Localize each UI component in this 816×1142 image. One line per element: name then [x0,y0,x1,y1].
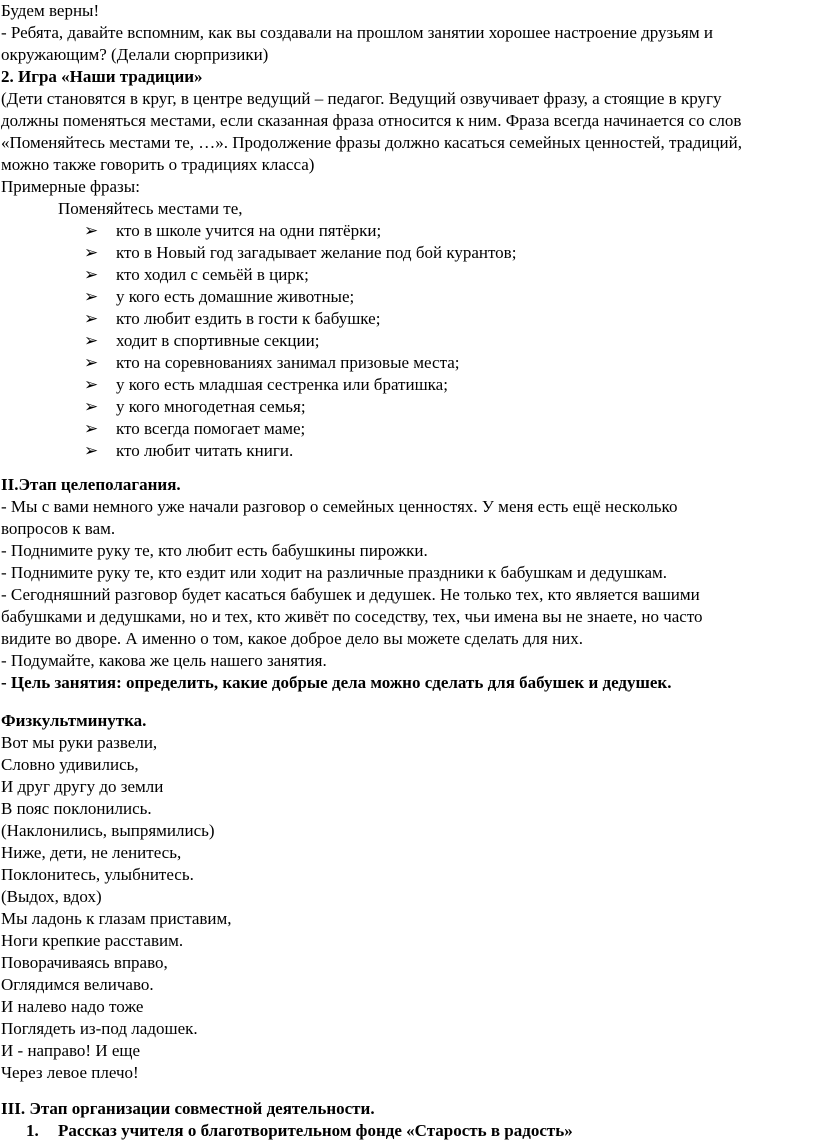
poem-line: Поклонитесь, улыбнитесь. [1,865,194,884]
poem-line: Через левое плечо! [1,1063,139,1082]
text-line: видите во дворе. А именно о том, какое доброе дело вы можете сделать для них. [1,629,584,648]
poem-line: И - направо! И еще [1,1041,141,1060]
item-text: Рассказ учителя о благотворительном фонде «Старость в радость» [58,1121,573,1140]
list-item: ➢ у кого есть младшая сестренка или братишка; [84,375,448,394]
poem-line: Ниже, дети, не ленитесь, [1,843,182,862]
poem-line: Вот мы руки развели, [1,733,158,752]
poem-line: Поглядеть из-под ладошек. [1,1019,198,1038]
arrow-bullet-icon: ➢ [84,309,99,328]
list-item: ➢ кто в школе учится на одни пятёрки; [84,221,382,240]
text-line: «Поменяйтесь местами те, …». Продолжение фразы должно касаться семейных ценностей, традиций, [1,133,742,152]
poem-line: Оглядимся величаво. [1,975,154,994]
text-line: можно также говорить о традициях класса) [1,155,315,174]
poem-line: И налево надо тоже [1,997,144,1016]
text-line: - Подумайте, какова же цель нашего занятия. [1,651,327,670]
arrow-bullet-icon: ➢ [84,375,99,394]
poem-line: (Наклонились, выпрямились) [1,821,215,840]
poem-line: Ноги крепкие расставим. [1,931,184,950]
list-item: ➢ кто любит ездить в гости к бабушке; [84,309,381,328]
item-number: 1. [26,1121,39,1140]
text-line: Примерные фразы: [1,177,140,196]
lesson-goal: - Цель занятия: определить, какие добрые дела можно сделать для бабушек и дедушек. [1,673,672,692]
arrow-bullet-icon: ➢ [84,265,99,284]
numbered-item [26,1120,573,1142]
arrow-bullet-icon: ➢ [84,441,99,460]
arrow-bullet-icon: ➢ [84,221,99,240]
poem-line: (Выдох, вдох) [1,887,102,906]
arrow-bullet-icon: ➢ [84,287,99,306]
list-item: ➢ у кого многодетная семья; [84,397,306,416]
arrow-bullet-icon: ➢ [84,419,99,438]
poem-line: Словно удивились, [1,755,139,774]
text-line: - Ребята, давайте вспомним, как вы создавали на прошлом занятии хорошее настроение друзьям и [1,23,713,42]
text-line: бабушками и дедушками, но и тех, кто живёт по соседству, тех, чьи имена вы не знаете, но часто [1,607,703,626]
text-line: (Дети становятся в круг, в центре ведущий – педагог. Ведущий озвучивает фразу, а стоящие в кругу [1,89,722,108]
list-item: ➢ кто на соревнованиях занимал призовые места; [84,353,460,372]
list-item: ➢ кто в Новый год загадывает желание под бой курантов; [84,243,517,262]
text-line: должны поменяться местами, если сказанная фраза относится к ним. Фраза всегда начинается со слов [1,111,742,130]
text-line: Будем верны! [1,1,100,20]
phys-heading: Физкультминутка. [1,711,147,730]
list-item: ➢ кто ходил с семьёй в цирк; [84,265,309,284]
arrow-bullet-icon: ➢ [84,397,99,416]
list-item: ➢ у кого есть домашние животные; [84,287,355,306]
poem-line: И друг другу до земли [1,777,164,796]
stage2-heading: II.Этап целеполагания. [1,475,181,494]
poem-line: Поворачиваясь вправо, [1,953,168,972]
game-heading: 2. Игра «Наши традиции» [1,67,203,86]
stage3-heading: III. Этап организации совместной деятельности. [1,1099,375,1118]
swap-intro: Поменяйтесь местами те, [58,199,243,218]
list-item: ➢ кто всегда помогает маме; [84,419,306,438]
text-line: - Сегодняшний разговор будет касаться бабушек и дедушек. Не только тех, кто является вашими [1,585,700,604]
arrow-bullet-icon: ➢ [84,353,99,372]
poem-line: Мы ладонь к глазам приставим, [1,909,232,928]
text-line: - Поднимите руку те, кто любит есть бабушкины пирожки. [1,541,428,560]
text-line: - Поднимите руку те, кто ездит или ходит на различные праздники к бабушкам и дедушкам. [1,563,668,582]
poem-line: В пояс поклонились. [1,799,152,818]
text-line: окружающим? (Делали сюрпризики) [1,45,269,64]
list-item: ➢ ходит в спортивные секции; [84,331,320,350]
arrow-bullet-icon: ➢ [84,331,99,350]
arrow-bullet-icon: ➢ [84,243,99,262]
text-line: вопросов к вам. [1,519,116,538]
list-item: ➢ кто любит читать книги. [84,441,294,460]
text-line: - Мы с вами немного уже начали разговор о семейных ценностях. У меня есть ещё несколько [1,497,678,516]
